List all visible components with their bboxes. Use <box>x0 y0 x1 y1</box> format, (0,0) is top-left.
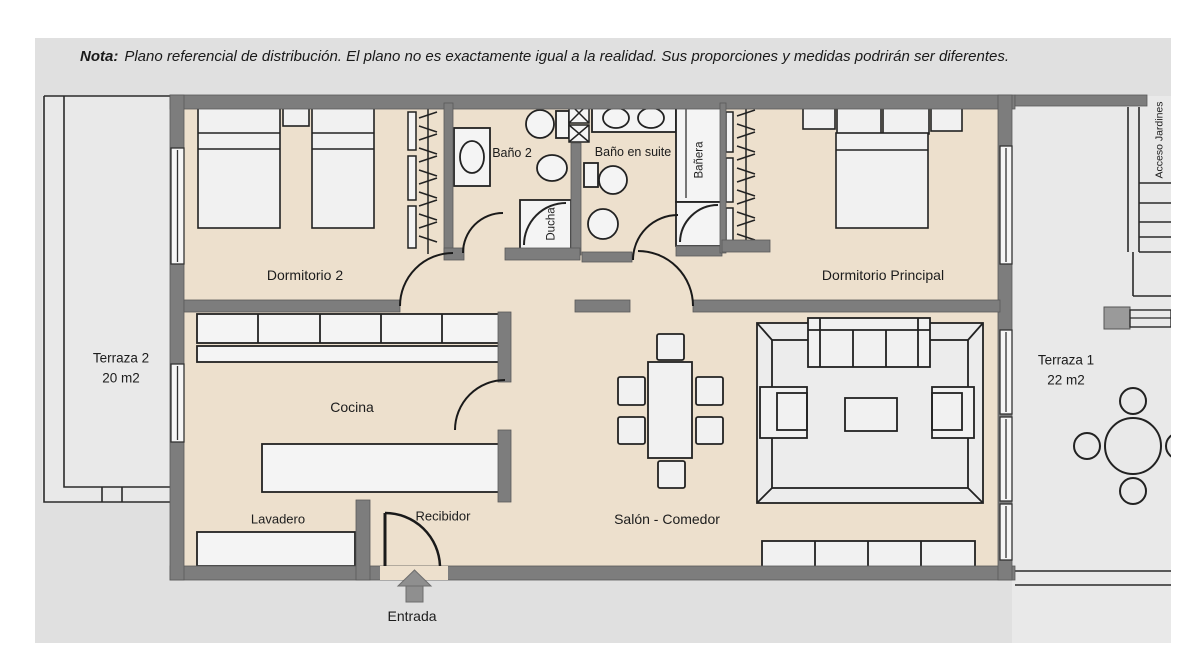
note-text: Plano referencial de distribución. El plano no es exactamente igual a la realidad. Sus proporciones y medidas podrirán ser diferentes. <box>124 48 1010 65</box>
note-prefix: Nota: <box>80 48 119 65</box>
dining-table <box>648 362 692 458</box>
chair <box>618 417 645 444</box>
terraza2-area: 20 m2 <box>102 370 140 385</box>
twin-bed-1 <box>198 106 280 228</box>
label-salon-comedor: Salón - Comedor <box>614 510 720 527</box>
sink-1 <box>603 108 629 128</box>
label-banera: Bañera <box>693 141 706 179</box>
upper-counter <box>197 314 507 343</box>
label-lavadero: Lavadero <box>250 511 306 527</box>
label-dormitorio-principal: Dormitorio Principal <box>821 266 945 283</box>
chair <box>696 417 723 444</box>
sink-2 <box>638 108 664 128</box>
label-entrada: Entrada <box>387 607 437 624</box>
toilet <box>599 166 627 194</box>
toilet <box>526 110 554 138</box>
label-dormitorio2: Dormitorio 2 <box>266 266 344 283</box>
twin-bed-2 <box>312 106 374 228</box>
island-counter <box>262 444 505 492</box>
cistern <box>584 163 598 187</box>
counter-shelf <box>197 346 505 362</box>
bidet <box>537 155 567 181</box>
terraza2-name: Terraza 2 <box>92 350 150 366</box>
label-acceso-jardines: Acceso Jardines <box>1153 101 1166 179</box>
label-ducha: Ducha <box>545 207 558 241</box>
cistern <box>556 111 569 138</box>
planter <box>1104 307 1130 329</box>
label-terraza2 <box>93 348 149 387</box>
label-recibidor: Recibidor <box>415 508 471 524</box>
terraza1-name: Terraza 1 <box>1037 352 1095 368</box>
label-terraza1 <box>1038 350 1094 389</box>
coffee-table <box>845 398 897 431</box>
double-bed <box>836 133 928 228</box>
label-bano2: Baño 2 <box>492 145 532 160</box>
label-cocina: Cocina <box>330 398 374 415</box>
chair <box>696 377 723 405</box>
terraza1-area: 22 m2 <box>1047 372 1085 387</box>
chair <box>618 377 645 405</box>
terraza2-floor <box>42 96 184 502</box>
chair <box>657 334 684 360</box>
laundry-counter <box>197 532 355 566</box>
washbasin <box>460 141 484 173</box>
sofa <box>808 318 930 367</box>
label-bano-en-suite: Baño en suite <box>594 144 672 159</box>
bidet <box>588 209 618 239</box>
chair <box>658 461 685 488</box>
